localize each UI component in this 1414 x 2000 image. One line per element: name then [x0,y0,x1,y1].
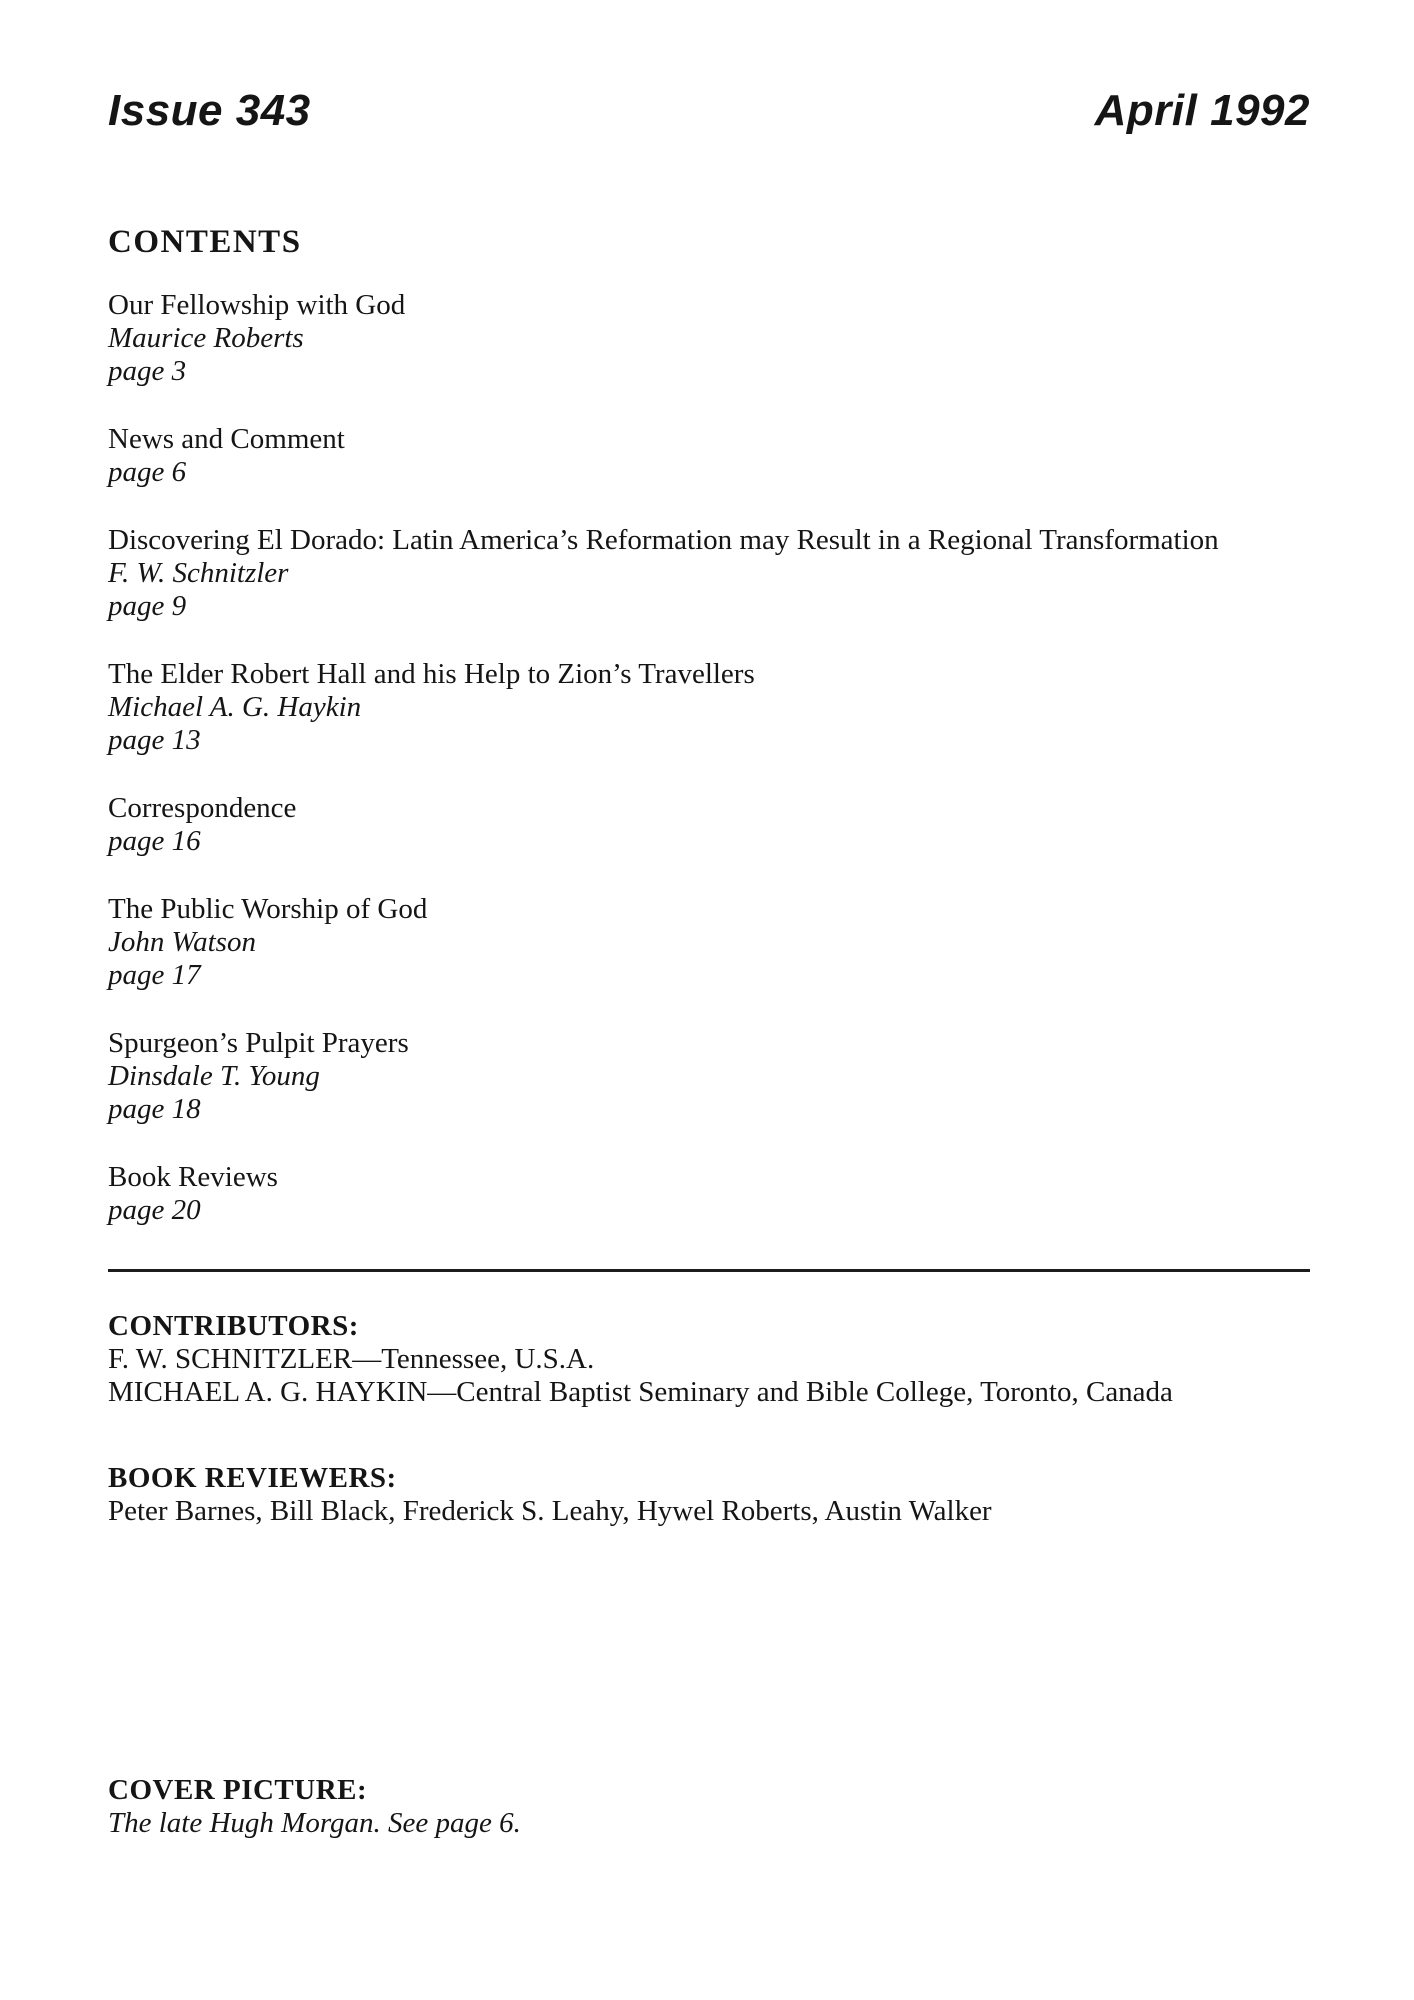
cover-picture-heading: COVER PICTURE: [108,1774,368,1807]
toc-page: page 18 [108,1093,201,1126]
toc-author: Michael A. G. Haykin [108,691,362,724]
contributors-section [108,1310,1310,1409]
toc-page: page 9 [108,590,187,623]
toc-title: Correspondence [108,792,297,825]
toc-title: News and Comment [108,423,345,456]
book-reviewers-heading: BOOK REVIEWERS: [108,1462,397,1495]
toc-page: page 17 [108,959,201,992]
cover-picture-section [108,1774,1310,1840]
toc-title: The Elder Robert Hall and his Help to Zion’s Travellers [108,658,755,691]
book-reviewers-section [108,1462,1310,1528]
toc-page: page 3 [108,355,187,388]
toc-author: Maurice Roberts [108,322,304,355]
toc-page: page 6 [108,456,187,489]
toc-entry [108,1027,1310,1126]
contents-heading: CONTENTS [108,224,302,261]
toc-title: Spurgeon’s Pulpit Prayers [108,1027,409,1060]
toc-entry [108,792,1310,858]
toc-entry [108,658,1310,757]
toc-author: John Watson [108,926,256,959]
issue-date: April 1992 [1094,86,1310,135]
book-reviewers-line: Peter Barnes, Bill Black, Frederick S. Leahy, Hywel Roberts, Austin Walker [108,1495,992,1528]
toc-author: F. W. Schnitzler [108,557,289,590]
toc-title: The Public Worship of God [108,893,428,926]
toc-page: page 16 [108,825,201,858]
toc-page: page 20 [108,1194,201,1227]
section-divider [108,1269,1310,1272]
toc-title: Discovering El Dorado: Latin America’s Reformation may Result in a Regional Transformation [108,524,1219,557]
toc-entry [108,289,1310,388]
toc-entry [108,893,1310,992]
cover-picture-line: The late Hugh Morgan. See page 6. [108,1807,521,1840]
contributor-line: F. W. SCHNITZLER—Tennessee, U.S.A. [108,1343,595,1376]
table-of-contents [108,289,1310,1227]
contributors-heading: CONTRIBUTORS: [108,1310,359,1343]
toc-title: Book Reviews [108,1161,278,1194]
toc-author: Dinsdale T. Young [108,1060,320,1093]
toc-entry [108,524,1310,623]
issue-number: Issue 343 [108,86,311,135]
contributor-line: MICHAEL A. G. HAYKIN—Central Baptist Seminary and Bible College, Toronto, Canada [108,1376,1173,1409]
toc-entry [108,423,1310,489]
masthead [108,88,1310,134]
toc-entry [108,1161,1310,1227]
toc-title: Our Fellowship with God [108,289,406,322]
toc-page: page 13 [108,724,201,757]
